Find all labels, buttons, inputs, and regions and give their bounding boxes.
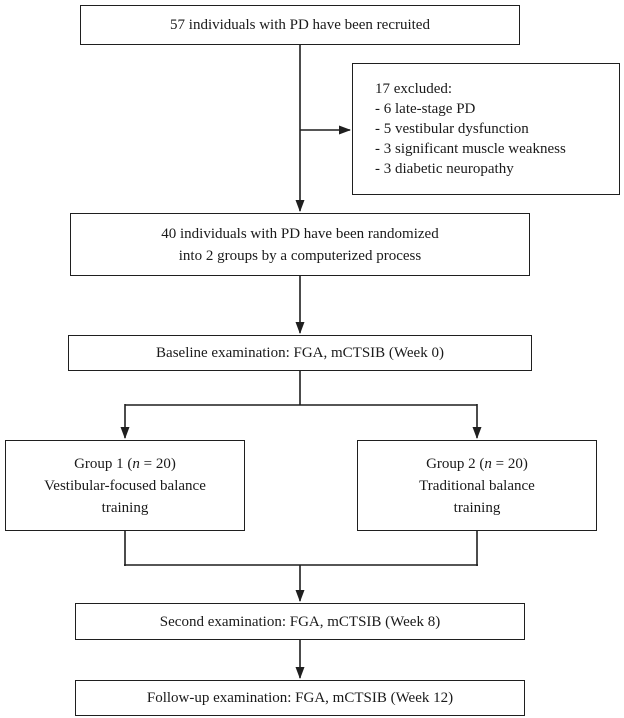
- excluded-item: - 3 significant muscle weakness: [375, 141, 566, 157]
- group2-title-suffix: = 20): [491, 455, 528, 472]
- excluded-item: - 3 diabetic neuropathy: [375, 161, 514, 177]
- followup-exam-text: Follow-up examination: FGA, mCTSIB (Week 12): [146, 690, 454, 706]
- group1-desc-line1: Vestibular-focused balance: [44, 477, 206, 494]
- baseline-exam-text: Baseline examination: FGA, mCTSIB (Week 0): [156, 345, 444, 361]
- randomized-line2: into 2 groups by a computerized process: [178, 247, 422, 264]
- group1-title-prefix: Group 1 (: [74, 455, 133, 472]
- box-excluded: [352, 63, 620, 195]
- box-followup-exam: [75, 680, 525, 716]
- group1-title: [74, 453, 176, 475]
- group2-title-n: n: [484, 455, 492, 472]
- group2-desc-line2: training: [453, 499, 501, 516]
- box-baseline-exam: [68, 335, 532, 371]
- second-exam-text: Second examination: FGA, mCTSIB (Week 8): [159, 613, 441, 630]
- box-group2: [357, 440, 597, 531]
- group1-title-n: n: [132, 455, 140, 472]
- box-second-exam: [75, 603, 525, 640]
- recruited-text: 57 individuals with PD have been recruited: [170, 17, 430, 33]
- group1-desc-line2: training: [101, 499, 149, 516]
- excluded-title: 17 excluded:: [375, 81, 453, 97]
- group1-title-suffix: = 20): [139, 455, 176, 472]
- group2-title-prefix: Group 2 (: [426, 455, 485, 472]
- box-recruited: [80, 5, 520, 45]
- excluded-item: - 6 late-stage PD: [375, 101, 476, 117]
- group2-desc-line1: Traditional balance: [419, 477, 535, 494]
- box-randomized: [70, 213, 530, 276]
- group2-title: [426, 453, 528, 475]
- box-group1: [5, 440, 245, 531]
- excluded-item: - 5 vestibular dysfunction: [375, 121, 529, 137]
- randomized-line1: 40 individuals with PD have been randomized: [161, 225, 439, 242]
